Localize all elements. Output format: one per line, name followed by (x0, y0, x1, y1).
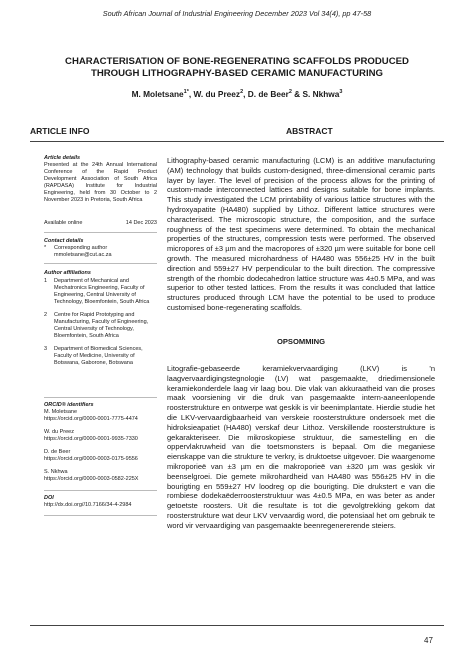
affiliation-text: Department of Mechanical and Mechatronics Engineering, Faculty of Engineering, Central University of Technology, Bloemfontein, South Africa (54, 278, 150, 305)
affiliation-number: 1 (44, 278, 48, 284)
section-divider (30, 141, 444, 142)
available-online-label: Available online (44, 220, 83, 226)
divider (44, 515, 157, 516)
orcid-name: W. du Preez (44, 429, 74, 435)
orcid-name: M. Moletsane (44, 409, 78, 415)
page-bottom-divider (30, 625, 444, 626)
available-online-date: 14 Dec 2023 (125, 220, 157, 226)
affiliation-number: 2 (44, 312, 48, 318)
author-name: W. du Preez (193, 89, 241, 99)
divider (44, 232, 157, 233)
author-affiliation-mark: 2 (288, 89, 292, 96)
author-affiliations (44, 270, 157, 367)
article-details (44, 155, 157, 204)
author-affiliations-label: Author affiliations (44, 270, 91, 276)
author-affiliation-mark: 2 (240, 89, 244, 96)
divider (44, 263, 157, 264)
doi-link[interactable]: http://dx.doi.org//10.7166/34-4-2984 (44, 502, 132, 508)
contact-details-label: Contact details (44, 238, 84, 244)
journal-header: South African Journal of Industrial Engineering December 2023 Vol 34(4), pp 47-58 (102, 9, 372, 18)
article-details-text: Presented at the 24th Annual International Conference of the Rapid Product Development Association of South Africa (RAPDASA) Institute for Industrial Engineering, held from 30 October to 2 November 2023 in Pretoria, South Africa (44, 162, 157, 203)
orcid-label: ORCID® identifiers (44, 402, 94, 408)
author-name: D. de Beer (247, 89, 289, 99)
orcid-name: S. Nkhwa (44, 469, 68, 475)
page-number: 47 (424, 636, 433, 645)
orcid-name: D. de Beer (44, 449, 71, 455)
available-online (44, 220, 157, 226)
article-details-label: Article details (44, 155, 81, 161)
affiliation-text: Centre for Rapid Prototyping and Manufacturing, Faculty of Engineering, Central University of Technology, Bloemfontein, South Africa (54, 312, 149, 339)
opsomming-heading: OPSOMMING (276, 337, 326, 346)
article-info-heading: ARTICLE INFO (30, 126, 90, 136)
affiliation-text: Department of Biomedical Sciences, Faculty of Medicine, University of Botswana, Gaborone, Botswana (54, 346, 143, 366)
article-title: CHARACTERISATION OF BONE-REGENERATING SCAFFOLDS PRODUCED THROUGH LITHOGRAPHY-BASED CERAMIC MANUFACTURING (65, 56, 409, 79)
contact-email[interactable]: mmoletsane@cut.ac.za (54, 252, 112, 258)
author-affiliation-mark: 3 (339, 89, 343, 96)
divider (44, 397, 157, 398)
author-line: M. Moletsane$^{1*}$, W. du Preez$^2$, D. de Beer$^2$ & S. Nkhwa$^3$ (131, 89, 343, 99)
orcid-link[interactable]: https://orcid.org/0000-0003-0175-9556 (44, 456, 138, 462)
doi-label: DOI (44, 495, 54, 501)
corresponding-author-mark: * (44, 245, 47, 251)
orcid-link[interactable]: https://orcid.org/0000-0001-9935-7330 (44, 436, 138, 442)
abstract-heading: ABSTRACT (286, 126, 333, 136)
abstract-text: Lithography-based ceramic manufacturing (LCM) is an additive manufacturing (AM) technology that builds custom-designed, three-dimensional ceramic parts layer by layer. The level of precision of the process allows for the printing of custom-made interconnected lattices and designs suitable for bone implants. This study investigated the LCM printability of various lattice structures with the hydroxyapatite (HA480) supplied by Lithoz. Different lattice structures were characterised. The microscopic structure, the composition, and the surface roughness of the test specimens were determined. To obtain the mechanical properties of the structures, compression tests were performed. The observed micropores of ±3 µm and the macropores of ±320 µm were suitable for bone cell growth. The measured microhardness of HA480 was 556±25 HV in the built direction and 559±27 HV perpendicular to the built direction. The compressive strength of the rhombic dodecahedron lattice structure was 4±0.5 MPa, and was superior to other tested lattices. From the results it was concluded that lattice structures produced through LCM have the potential to be used to produce customised bone-regenerating scaffolds. (167, 156, 435, 312)
divider (44, 490, 157, 491)
affiliation-number: 3 (44, 346, 48, 352)
opsomming-text: Litografie-gebaseerde keramiekvervaardiging (LKV) is 'n laagvervaardigingstegnologie (LV) wat pasgemaakte, driedimensionele keramiekonderdele laag vir laag bou. Die vlak van akkuraatheid van die proses maak voorsiening vir die druk van pasgemaakte intern-aaneenlopende roosterstrukture en ontwerpe wat geskik is vir beenimplantate. Hierdie studie het die LKV-vervaardigbaarheid van verskeie roosterstrukture ondersoek met die hidroksieapatiet (HA480) verskaf deur Lithoz. Verskillende roosterstrukture is gekarakteriseer. Die mikroskopiese struktuur, die samestelling en die oppervlakruwheid van die toetsmonsters is bepaal. Om die meganiese eienskappe van die strukture te verkry, is druktoetse uitgevoer. Die waargenome mikroporieë van ±3 µm en die makroporieë van ±320 µm was geskik vir beenselgroei. Die gemete mikrohardheid van HA480 was 556±25 HV in die bourigting en 559±27 HV loodreg op die bourigting. Die drukstert e van die rombiese dodekaëderroosterstruktuur was 4±0.5 MPa, en was beter as ander getoetste roosters. Uit die resultate is tot die gevolgtrekking gekom dat roosterstrukture wat deur LKV vervaardig word, die potensiaal het om gebruik te word vir vervaardiging van pasgemaakte beenregenererende steiers. (167, 364, 435, 530)
orcid-identifiers (44, 402, 157, 483)
author-name: S. Nkhwa (302, 89, 340, 99)
author-affiliation-mark: 1* (183, 89, 189, 96)
contact-role: Corresponding author (54, 245, 108, 251)
doi-block (44, 495, 157, 509)
contact-details (44, 238, 157, 259)
orcid-link[interactable]: https://orcid.org/0000-0003-0582-225X (44, 476, 139, 482)
orcid-link[interactable]: https://orcid.org/0000-0001-7775-4474 (44, 416, 138, 422)
author-name: M. Moletsane (131, 89, 184, 99)
